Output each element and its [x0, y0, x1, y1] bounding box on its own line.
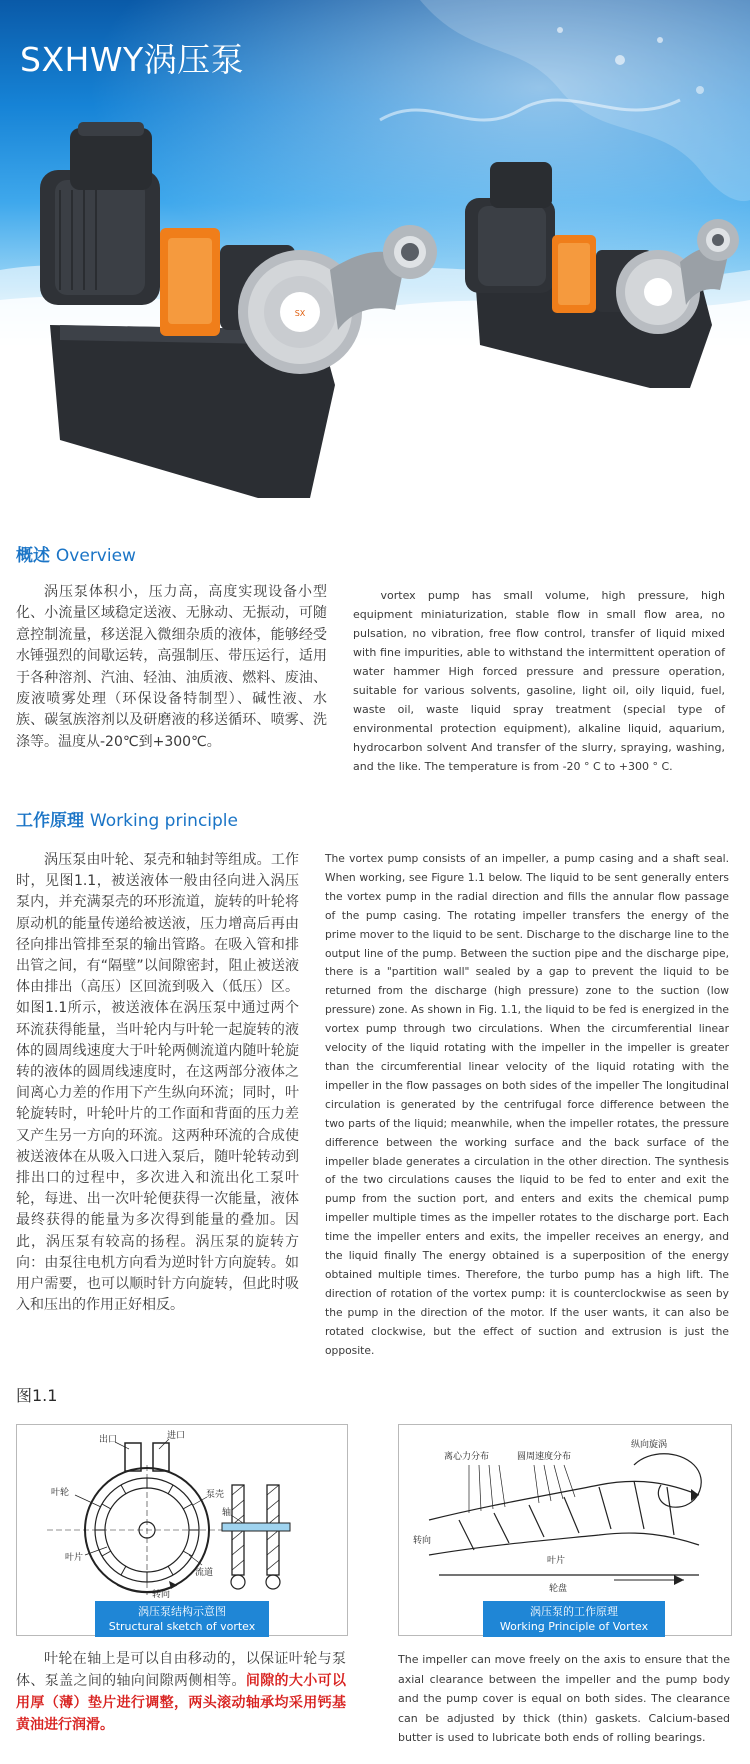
- overview-heading-en: Overview: [55, 546, 136, 566]
- label-outlet: 出口: [99, 1435, 118, 1445]
- working-principle-caption: [483, 1601, 665, 1648]
- overview-text-cn: 涡压泵体积小，压力高，高度实现设备小型化、小流量区域稳定送液、无脉动、无振动，可随意控制流量，移送混入微细杂质的液体，能够经受水锤强烈的间歇运转，高强制压、带压运行，适用于各种溶剂、汽油、轻油、油质液、燃料、废油、废液喷雾处理（环保设备特制型）、碱性液、水族、碳氢族溶剂以及研磨液的移送循环、喷雾、洗涤等。温度从-20℃到+300℃。: [16, 584, 327, 750]
- large-pump-image: [40, 122, 437, 498]
- small-pump-image: [465, 162, 739, 388]
- label-impeller: 叶轮: [51, 1488, 70, 1498]
- figure-working-principle: [398, 1424, 732, 1648]
- overview-heading-cn: 概述: [16, 546, 50, 566]
- working-heading-en: Working principle: [89, 811, 238, 831]
- overview-text-en: vortex pump has small volume, high pressure, high equipment miniaturization, stable flow in small flow area, no pulsation, no vibration, free flow control, transfer of liquid mixed with fine impurities, able to withstand the intermittent operation of water hammer High forced pressure and pressure operation, suitable for various solvents, gasoline, light oil, oily liquid, fuel, waste oil, waste liquid spray treatment (special type of environmental protection equipment), alkaline liquid, aquarium, hydrocarbon solvent And transfer of the slurry, spraying, washing, and the like. The temperature is from -20 ° C to +300 ° C.: [353, 589, 725, 773]
- bottom-text-en: The impeller can move freely on the axis to ensure that the axial clearance between the impeller and the pump body and the pump cover is equal on both sides. The clearance can be adjusted by thick (thin) gaskets. Calcium-based butter is used to lubricate both ends of rolling bearings.: [398, 1653, 730, 1745]
- working-heading-cn: 工作原理: [16, 811, 84, 831]
- label-rotation-right: 转向: [413, 1536, 432, 1546]
- pump-product-images: [0, 0, 750, 520]
- label-blade-right: 叶片: [547, 1556, 566, 1566]
- structural-sketch-diagram: [17, 1425, 347, 1600]
- label-centrifugal: 离心力分布: [444, 1452, 490, 1462]
- bottom-text-cn-highlight: 间隙的大小可以用厚（薄）垫片进行调整，两头滚动轴承均采用钙基黄油进行润滑。: [16, 1673, 347, 1733]
- working-heading: [16, 806, 238, 831]
- page-title: SXHWY涡压泵: [20, 40, 245, 79]
- label-disk: 轮盘: [549, 1584, 568, 1594]
- structural-sketch-caption: [95, 1601, 269, 1648]
- label-inlet: 进口: [167, 1431, 186, 1441]
- working-principle-diagram: [399, 1425, 731, 1600]
- working-text-en: The vortex pump consists of an impeller, a pump casing and a shaft seal. When working, see Figure 1.1 below. The liquid to be sent generally enters the vortex pump in the radial direction and fills the annular flow passage of the pump casing. The rotating impeller transfers the energy of the prime mover to the liquid to be sent. Discharge to the discharge line to the output line of the pump. Between the suction pipe and the discharge pipe, there is a "partition wall" sealed by a gap to prevent the liquid to be returned from the discharge (high pressure) zone to the suction (low pressure) zone. As shown in Fig. 1.1, the liquid to be fed is energized in the vortex pump through two circulations. When the circumferential linear velocity of the liquid rotating with the impeller in the impeller is greater than the circumferential linear velocity of the liquid rotating with the impeller in the flow passages on both sides of the impeller The longitudinal circulation is generated by the centrifugal force difference between the two parts of the liquid; meanwhile, when the impeller rotates, the pressure difference between the working surface and the back surface of the impeller blade generates a circulation in the other direction. The synthesis of the two circulations causes the liquid to be fed to enter and exit the pump from the suction port, and enters and exits the chemical pump impeller multiple times as the impeller rotates to the discharge port. Each time the impeller enters and exits, the impeller receives an energy, and the liquid finally The energy obtained is a superposition of the energy obtained multiple times. Therefore, the turbo pump has a high lift. The direction of rotation of the vortex pump: it is counterclockwise as seen by the pump in the direction of the motor. If the user wants, it can also be rotated clockwise, but the effect of suction and extrusion is just the opposite.: [325, 852, 729, 1357]
- svg-text:SX: SX: [294, 309, 306, 318]
- structural-caption-en: Structural sketch of vortex pump: [108, 1620, 256, 1648]
- label-circ-velocity: 圆周速度分布: [517, 1452, 572, 1462]
- label-casing: 泵壳: [206, 1490, 225, 1500]
- working-caption-en: Working Principle of Vortex Pump: [499, 1620, 649, 1648]
- figure-structural-sketch: [16, 1424, 348, 1648]
- structural-caption-cn: 涡压泵结构示意图: [138, 1605, 226, 1618]
- label-channel: 流道: [195, 1568, 214, 1578]
- overview-heading: [16, 541, 136, 566]
- working-caption-cn: 涡压泵的工作原理: [530, 1605, 618, 1618]
- working-text-cn: 涡压泵由叶轮、泵壳和轴封等组成。工作时，见图1.1，被送液体一般由径向进入涡压泵内，并充满泵壳的环形流道，旋转的叶轮将原动机的能量传递给被送液，压力增高后再由径向排出管排至泵的输出管路。在吸入管和排出管之间，有“隔壁”以间隙密封，阻止被送液体由排出（高压）区回流到吸入（低压）区。如图1.1所示，被送液体在涡压泵中通过两个环流获得能量，当叶轮内与叶轮一起旋转的液体的圆周线速度大于叶轮两侧流道内随叶轮旋转的液体的圆周线速度时，在这两部分液体之间离心力差的作用下产生纵向环流；同时，叶轮旋转时，叶轮叶片的工作面和背面的压力差又产生另一方向的环流。这两种环流的合成使被送液体在从吸入口进入泵后，随叶轮转动到排出口的过程中，多次进入和流出化工泵叶轮，每进、出一次叶轮便获得一次能量，液体最终获得的能量为多次得到能量的叠加。因此，涡压泵有较高的扬程。涡压泵的旋转方向：由泵往电机方向看为逆时针方向旋转。如用户需要，也可以顺时针方向旋转，但此时吸入和压出的作用正好相反。: [16, 852, 299, 1314]
- bottom-text-cn-plain: 叶轮在轴上是可以自由移动的，以保证叶轮与泵体、泵盖之间的轴向间隙两侧相等。: [16, 1651, 346, 1689]
- label-shaft: 轴: [222, 1508, 232, 1518]
- label-longitudinal: 纵向旋涡: [631, 1440, 668, 1450]
- bottom-text-cn: [16, 1648, 346, 1736]
- label-rotation: 转向: [152, 1590, 171, 1600]
- label-blade: 叶片: [65, 1553, 84, 1563]
- figure-label: 图1.1: [16, 1386, 58, 1405]
